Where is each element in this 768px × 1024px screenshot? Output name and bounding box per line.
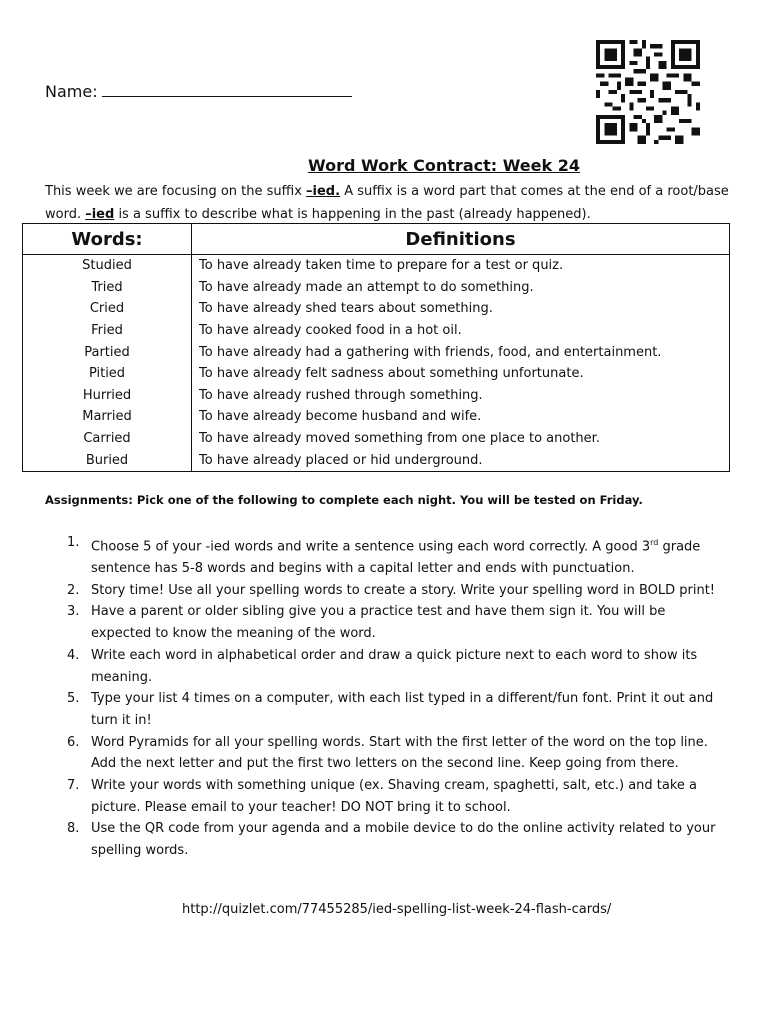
word-cell: Married bbox=[23, 406, 192, 428]
table-header-row bbox=[23, 224, 730, 255]
list-item bbox=[45, 818, 725, 861]
words-column-header: Words: bbox=[23, 224, 192, 255]
definition-cell: To have already cooked food in a hot oil. bbox=[192, 320, 730, 342]
item-text: Choose 5 of your -ied words and write a sentence using each word correctly. A good 3 bbox=[91, 539, 651, 555]
intro-text-1: This week we are focusing on the suffix bbox=[45, 184, 307, 199]
definition-cell: To have already moved something from one place to another. bbox=[192, 428, 730, 450]
table-row bbox=[23, 363, 730, 385]
definition-cell: To have already become husband and wife. bbox=[192, 406, 730, 428]
quizlet-link[interactable]: http://quizlet.com/77455285/ied-spelling-list-week-24-flash-cards/ bbox=[182, 902, 612, 917]
item-number: 6. bbox=[67, 734, 80, 750]
intro-text-3: is a suffix to describe what is happening in the past (already happened). bbox=[114, 207, 591, 222]
item-text: Use the QR code from your agenda and a mobile device to do the online activity related to your spelling words. bbox=[91, 821, 716, 859]
list-item bbox=[45, 688, 725, 731]
word-cell: Fried bbox=[23, 320, 192, 342]
name-row bbox=[45, 82, 352, 101]
table-row bbox=[23, 277, 730, 299]
definition-cell: To have already taken time to prepare for a test or quiz. bbox=[192, 255, 730, 277]
table-row bbox=[23, 449, 730, 471]
table-row bbox=[23, 255, 730, 277]
word-cell: Buried bbox=[23, 449, 192, 471]
item-text: Story time! Use all your spelling words to create a story. Write your spelling word in BOLD print! bbox=[91, 582, 716, 598]
item-text: Type your list 4 times on a computer, with each list typed in a different/fun font. Print it out and turn it in! bbox=[91, 691, 714, 728]
name-field-line[interactable] bbox=[102, 82, 352, 97]
definition-cell: To have already made an attempt to do something. bbox=[192, 277, 730, 299]
list-item bbox=[45, 732, 725, 775]
table-row bbox=[23, 341, 730, 363]
definition-cell: To have already felt sadness about something unfortunate. bbox=[192, 363, 730, 385]
item-text: Have a parent or older sibling give you a practice test and have them sign it. You will be expected to know the meaning of the word. bbox=[91, 604, 666, 642]
word-definition-table bbox=[22, 223, 730, 472]
list-item bbox=[45, 580, 725, 602]
item-text: Word Pyramids for all your spelling words. Start with the first letter of the word on the top line. Add the next letter and put the first two letters on the second line. Keep going from there. bbox=[91, 734, 708, 772]
definition-cell: To have already placed or hid underground. bbox=[192, 449, 730, 471]
page-title bbox=[0, 156, 768, 175]
item-number: 8. bbox=[67, 821, 80, 837]
table-row bbox=[23, 428, 730, 450]
item-text-cont: grade sentence has 5-8 words and begins with a capital letter and ends with punctuation. bbox=[91, 539, 701, 577]
item-number: 2. bbox=[67, 582, 80, 598]
word-cell: Carried bbox=[23, 428, 192, 450]
intro-paragraph bbox=[45, 180, 735, 226]
suffix-highlight-1: –ied. bbox=[306, 184, 341, 199]
table-row bbox=[23, 406, 730, 428]
suffix-highlight-2: –ied bbox=[85, 207, 115, 222]
word-cell: Hurried bbox=[23, 385, 192, 407]
word-cell: Cried bbox=[23, 298, 192, 320]
word-cell: Pitied bbox=[23, 363, 192, 385]
word-cell: Studied bbox=[23, 255, 192, 277]
table-row bbox=[23, 298, 730, 320]
item-number: 5. bbox=[67, 691, 80, 707]
item-text: Write your words with something unique (ex. Shaving cream, spaghetti, salt, etc.) and take a picture. Please email to your teacher! DO NOT bring it to school. bbox=[91, 778, 698, 815]
item-number: 4. bbox=[67, 647, 80, 663]
definition-cell: To have already rushed through something. bbox=[192, 385, 730, 407]
item-number: 3. bbox=[67, 604, 80, 620]
intro-text-2: A suffix is a word part that comes at the end of a root/base word. bbox=[45, 184, 729, 222]
title-text: Word Work Contract: Week 24 bbox=[308, 156, 580, 175]
list-item bbox=[45, 532, 725, 580]
item-number: 1. bbox=[67, 535, 80, 550]
definitions-column-header: Definitions bbox=[192, 224, 730, 255]
list-item bbox=[45, 601, 725, 644]
word-cell: Tried bbox=[23, 277, 192, 299]
superscript: rd bbox=[650, 538, 659, 547]
assignment-list bbox=[45, 532, 725, 862]
item-text: Write each word in alphabetical order and draw a quick picture next to each word to show its meaning. bbox=[91, 647, 698, 685]
qr-code-icon bbox=[596, 40, 700, 144]
list-item bbox=[45, 645, 725, 688]
word-cell: Partied bbox=[23, 341, 192, 363]
table-row bbox=[23, 320, 730, 342]
name-label: Name: bbox=[45, 82, 98, 101]
definition-cell: To have already had a gathering with friends, food, and entertainment. bbox=[192, 341, 730, 363]
list-item bbox=[45, 775, 725, 818]
table-row bbox=[23, 385, 730, 407]
definition-cell: To have already shed tears about something. bbox=[192, 298, 730, 320]
assignments-heading: Assignments: Pick one of the following to complete each night. You will be tested on Friday. bbox=[45, 493, 643, 507]
item-number: 7. bbox=[67, 778, 80, 794]
